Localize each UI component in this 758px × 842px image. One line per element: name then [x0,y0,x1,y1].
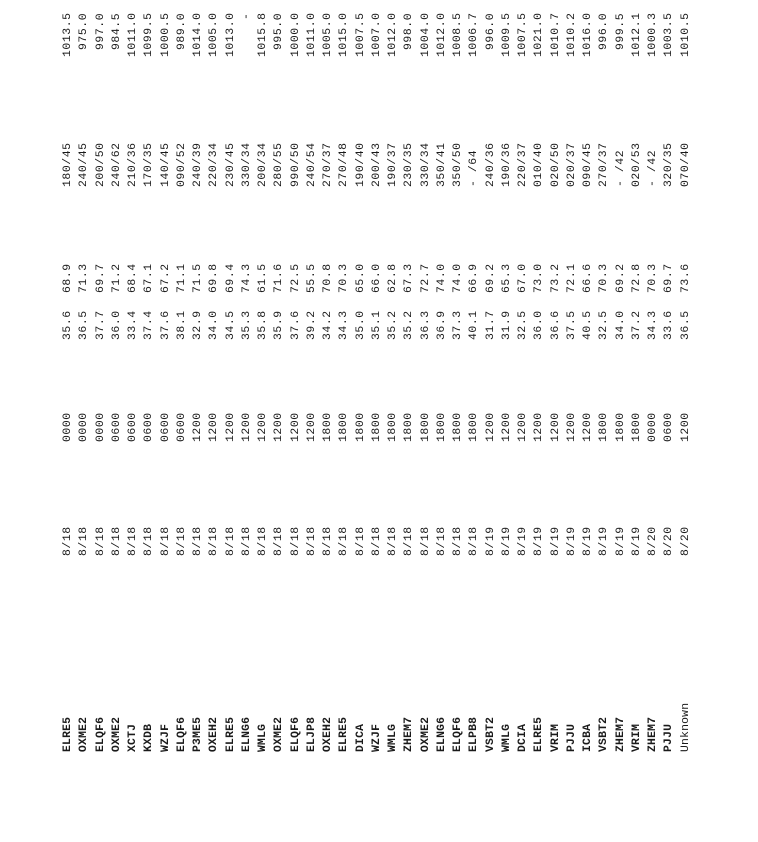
cell-station: ELRE5 [224,716,237,752]
cell-lat: 36.5 [679,310,692,340]
cell-station: ICBA [582,723,594,752]
cell-pressure: 1010.5 [679,12,692,58]
cell-lon: 68.9 [62,263,74,293]
cell-lon: 66.0 [370,263,383,293]
cell-time: 1200 [273,412,286,442]
cell-date: 8/18 [338,526,351,556]
cell-pressure: 975.0 [78,12,91,50]
cell-lat: 35.1 [370,310,383,340]
cell-lon: 73.0 [533,263,546,293]
cell-pressure: 1005.0 [208,12,221,58]
cell-lat: 34.2 [322,310,334,340]
cell-station: P3ME5 [192,716,204,752]
cell-time: 1200 [679,412,692,442]
cell-wind: 200/34 [257,142,269,187]
cell-wind: 240/45 [78,142,91,187]
cell-time: 0600 [159,412,172,442]
cell-pressure: 1007.5 [354,12,367,58]
cell-lon: 67.3 [403,263,416,293]
cell-station: VRIM [549,723,562,752]
cell-wind: 190/36 [500,142,513,187]
cell-station: ZHEM7 [403,716,416,752]
cell-pressure: 1000.0 [289,12,302,58]
cell-wind: 270/37 [322,142,334,187]
cell-wind: 320/35 [663,142,676,187]
cell-date: 8/18 [403,526,416,556]
cell-time: 0600 [663,412,676,442]
cell-station: VSBT2 [484,716,497,752]
cell-pressure: 1006.7 [468,12,481,58]
cell-pressure: 1011.0 [127,12,139,58]
cell-lon: 69.7 [663,263,676,293]
cell-wind: 990/50 [289,142,302,187]
cell-wind: - /42 [614,149,627,187]
cell-date: 8/18 [305,526,318,556]
cell-wind: 350/50 [452,142,464,187]
cell-date: 8/19 [565,526,578,556]
cell-time: 0000 [62,412,74,442]
cell-station: WMLG [500,723,513,752]
cell-lat: 34.0 [614,310,627,340]
cell-wind: 350/41 [435,142,448,187]
cell-station: VSBT2 [598,716,611,752]
cell-lon: 70.8 [322,263,334,293]
cell-date: 8/18 [273,526,286,556]
cell-time: 0600 [175,412,188,442]
cell-pressure: 1009.5 [500,12,513,58]
cell-station: ELPB8 [468,716,481,752]
cell-time: 1200 [500,412,513,442]
cell-time: 1800 [630,412,643,442]
cell-station: ELQF6 [94,716,107,752]
cell-lat: 36.0 [110,310,123,340]
cell-wind: 070/40 [679,142,692,187]
cell-lon: 71.6 [273,263,286,293]
cell-lat: 35.8 [257,310,269,340]
cell-wind: 200/43 [370,142,383,187]
cell-lat: 32.9 [192,310,204,340]
cell-lat: 31.9 [500,310,513,340]
cell-wind: 170/35 [143,142,156,187]
cell-pressure: 1000.5 [159,12,172,58]
cell-wind: 240/54 [305,142,318,187]
cell-time: 0600 [127,412,139,442]
cell-time: 1800 [370,412,383,442]
cell-date: 8/18 [354,526,367,556]
cell-station: XCTJ [127,723,139,752]
cell-pressure: 996.0 [484,12,497,50]
cell-time: 1800 [598,412,611,442]
cell-time: 1800 [419,412,432,442]
cell-lat: 33.6 [663,310,676,340]
cell-pressure: 1015.8 [257,12,269,58]
cell-time: 1800 [452,412,464,442]
cell-pressure: 1012.1 [630,12,643,58]
cell-pressure: 1011.0 [305,12,318,58]
cell-lat: 35.2 [403,310,416,340]
cell-station: PJJU [663,723,676,752]
cell-station: OXME2 [110,716,123,752]
cell-station: WMLG [387,723,399,752]
cell-station: ELJP8 [305,716,318,752]
cell-lon: 72.1 [565,263,578,293]
cell-lat: 37.5 [565,310,578,340]
cell-lat: 34.3 [647,310,659,340]
cell-station: ELRE5 [338,716,351,752]
cell-station: ELQF6 [452,716,464,752]
cell-lon: 73.2 [549,263,562,293]
cell-pressure: 1013.5 [62,12,74,58]
cell-wind: 020/53 [630,142,643,187]
cell-date: 8/20 [647,526,659,556]
cell-wind: - /42 [647,149,659,187]
cell-date: 8/19 [500,526,513,556]
cell-pressure: 1000.3 [647,12,659,58]
cell-station: OXME2 [78,716,91,752]
cell-time: 1200 [192,412,204,442]
cell-time: 1200 [484,412,497,442]
cell-pressure: 996.0 [598,12,611,50]
cell-date: 8/19 [630,526,643,556]
cell-date: 8/18 [435,526,448,556]
cell-lat: 37.7 [94,310,107,340]
cell-lat: 36.5 [78,310,91,340]
cell-station: OXEH2 [322,716,334,752]
cell-lon: 68.4 [127,263,139,293]
cell-date: 8/18 [110,526,123,556]
cell-date: 8/19 [484,526,497,556]
cell-lon: 66.6 [582,263,594,293]
cell-time: 0000 [78,412,91,442]
cell-pressure: 989.0 [175,12,188,50]
cell-lon: 70.3 [598,263,611,293]
cell-wind: 020/50 [549,142,562,187]
cell-pressure: 1008.5 [452,12,464,58]
cell-station: WZJF [159,723,172,752]
cell-time: 1800 [354,412,367,442]
cell-pressure: 1005.0 [322,12,334,58]
cell-station: ELNG6 [435,716,448,752]
cell-time: 0600 [143,412,156,442]
cell-station: VRIM [630,723,643,752]
cell-lat: 34.5 [224,310,237,340]
cell-time: 1200 [289,412,302,442]
cell-pressure: 998.0 [403,12,416,50]
cell-wind: 330/34 [419,142,432,187]
cell-lon: 62.8 [387,263,399,293]
cell-date: 8/18 [208,526,221,556]
cell-station: DICA [354,723,367,752]
cell-time: 1200 [517,412,529,442]
cell-lon: 73.6 [679,263,692,293]
cell-lon: 69.8 [208,263,221,293]
cell-time: 1800 [468,412,481,442]
cell-wind: 270/37 [598,142,611,187]
cell-time: 1200 [582,412,594,442]
cell-time: 0000 [94,412,107,442]
cell-wind: 220/37 [517,142,529,187]
cell-pressure: 1007.5 [517,12,529,58]
cell-time: 1200 [208,412,221,442]
cell-time: 1200 [240,412,253,442]
cell-lat: 32.5 [517,310,529,340]
cell-wind: 020/37 [565,142,578,187]
cell-lon: 74.3 [240,263,253,293]
cell-time: 1800 [338,412,351,442]
cell-date: 8/19 [517,526,529,556]
cell-lon: 61.5 [257,263,269,293]
cell-wind: 010/40 [533,142,546,187]
cell-pressure: 1015.0 [338,12,351,58]
cell-time: 1200 [257,412,269,442]
cell-lon: 71.2 [110,263,123,293]
cell-pressure: 1099.5 [143,12,156,58]
cell-date: 8/18 [127,526,139,556]
cell-wind: 230/45 [224,142,237,187]
cell-wind: 200/50 [94,142,107,187]
cell-lon: 69.4 [224,263,237,293]
cell-time: 1800 [403,412,416,442]
cell-date: 8/18 [452,526,464,556]
cell-date: 8/18 [78,526,91,556]
cell-lon: 72.8 [630,263,643,293]
cell-date: 8/18 [94,526,107,556]
cell-lat: 33.4 [127,310,139,340]
cell-date: 8/18 [370,526,383,556]
cell-time: 0600 [110,412,123,442]
cell-time: 1800 [435,412,448,442]
cell-lon: 71.3 [78,263,91,293]
cell-pressure: 1010.2 [565,12,578,58]
cell-time: 0000 [647,412,659,442]
cell-time: 1800 [614,412,627,442]
cell-pressure: 1012.0 [435,12,448,58]
cell-pressure: 1013.0 [224,12,237,58]
cell-station: Unknown [679,702,692,752]
cell-time: 1200 [549,412,562,442]
cell-pressure: - [240,12,253,20]
cell-lon: 69.2 [484,263,497,293]
cell-station: DCIA [517,723,529,752]
cell-wind: 240/62 [110,142,123,187]
cell-lat: 36.6 [549,310,562,340]
cell-pressure: 1004.0 [419,12,432,58]
cell-lat: 36.0 [533,310,546,340]
cell-lat: 32.5 [598,310,611,340]
cell-station: WMLG [257,723,269,752]
cell-time: 1800 [387,412,399,442]
cell-station: WZJF [370,723,383,752]
cell-lat: 35.0 [354,310,367,340]
cell-pressure: 984.5 [110,12,123,50]
cell-date: 8/18 [289,526,302,556]
cell-lon: 70.3 [338,263,351,293]
cell-date: 8/18 [387,526,399,556]
cell-wind: 330/34 [240,142,253,187]
cell-date: 8/18 [143,526,156,556]
cell-date: 8/20 [679,526,692,556]
cell-pressure: 1012.0 [387,12,399,58]
cell-station: PJJU [565,723,578,752]
cell-date: 8/19 [582,526,594,556]
cell-lat: 37.6 [289,310,302,340]
cell-pressure: 1007.0 [370,12,383,58]
cell-lon: 69.2 [614,263,627,293]
cell-date: 8/19 [598,526,611,556]
cell-lat: 40.5 [582,310,594,340]
cell-lon: 55.5 [305,263,318,293]
cell-lon: 65.0 [354,263,367,293]
cell-lat: 35.3 [240,310,253,340]
cell-lon: 67.1 [143,263,156,293]
cell-lat: 36.3 [419,310,432,340]
cell-wind: 240/39 [192,142,204,187]
cell-station: ZHEM7 [647,716,659,752]
cell-wind: 090/52 [175,142,188,187]
cell-lat: 37.3 [452,310,464,340]
cell-date: 8/18 [175,526,188,556]
cell-station: ELNG6 [240,716,253,752]
cell-pressure: 1003.5 [663,12,676,58]
cell-lat: 35.2 [387,310,399,340]
cell-lon: 74.0 [435,263,448,293]
cell-date: 8/18 [419,526,432,556]
cell-lat: 31.7 [484,310,497,340]
cell-lon: 70.3 [647,263,659,293]
cell-time: 1200 [305,412,318,442]
cell-lon: 71.5 [192,263,204,293]
cell-lat: 37.4 [143,310,156,340]
cell-lat: 39.2 [305,310,318,340]
cell-wind: 220/34 [208,142,221,187]
cell-lon: 67.2 [159,263,172,293]
cell-station: ELRE5 [533,716,546,752]
cell-lon: 66.9 [468,263,481,293]
cell-lon: 65.3 [500,263,513,293]
cell-date: 8/18 [159,526,172,556]
cell-date: 8/20 [663,526,676,556]
cell-time: 1200 [565,412,578,442]
cell-lat: 35.6 [62,310,74,340]
cell-wind: 140/45 [159,142,172,187]
cell-lon: 74.0 [452,263,464,293]
cell-lon: 67.0 [517,263,529,293]
cell-time: 1800 [322,412,334,442]
cell-lon: 69.7 [94,263,107,293]
cell-station: ELQF6 [289,716,302,752]
cell-date: 8/18 [224,526,237,556]
cell-wind: 180/45 [62,142,74,187]
cell-time: 1200 [224,412,237,442]
cell-lat: 37.2 [630,310,643,340]
cell-lat: 37.6 [159,310,172,340]
cell-station: ZHEM7 [614,716,627,752]
cell-date: 8/19 [549,526,562,556]
cell-pressure: 1021.0 [533,12,546,58]
cell-wind: 280/55 [273,142,286,187]
cell-time: 1200 [533,412,546,442]
cell-lat: 36.9 [435,310,448,340]
cell-lat: 35.9 [273,310,286,340]
cell-wind: 090/45 [582,142,594,187]
cell-station: OXEH2 [208,716,221,752]
cell-date: 8/18 [468,526,481,556]
cell-date: 8/19 [614,526,627,556]
cell-pressure: 999.5 [614,12,627,50]
cell-date: 8/18 [192,526,204,556]
cell-station: ELQF6 [175,716,188,752]
cell-date: 8/18 [322,526,334,556]
cell-lon: 72.5 [289,263,302,293]
cell-pressure: 1010.7 [549,12,562,58]
cell-lon: 71.1 [175,263,188,293]
cell-wind: 210/36 [127,142,139,187]
cell-pressure: 995.0 [273,12,286,50]
cell-wind: - /64 [468,149,481,187]
cell-pressure: 1014.0 [192,12,204,58]
cell-date: 8/19 [533,526,546,556]
cell-lon: 72.7 [419,263,432,293]
cell-pressure: 997.0 [94,12,107,50]
cell-wind: 190/40 [354,142,367,187]
cell-station: KXDB [143,723,156,752]
cell-station: OXME2 [419,716,432,752]
cell-station: OXME2 [273,716,286,752]
cell-wind: 240/36 [484,142,497,187]
cell-date: 8/18 [62,526,74,556]
cell-station: ELRE5 [62,716,74,752]
cell-wind: 270/48 [338,142,351,187]
cell-wind: 190/37 [387,142,399,187]
cell-pressure: 1016.0 [582,12,594,58]
cell-wind: 230/35 [403,142,416,187]
cell-lat: 34.0 [208,310,221,340]
cell-lat: 40.1 [468,310,481,340]
cell-date: 8/18 [257,526,269,556]
cell-date: 8/18 [240,526,253,556]
cell-lat: 34.3 [338,310,351,340]
cell-lat: 38.1 [175,310,188,340]
